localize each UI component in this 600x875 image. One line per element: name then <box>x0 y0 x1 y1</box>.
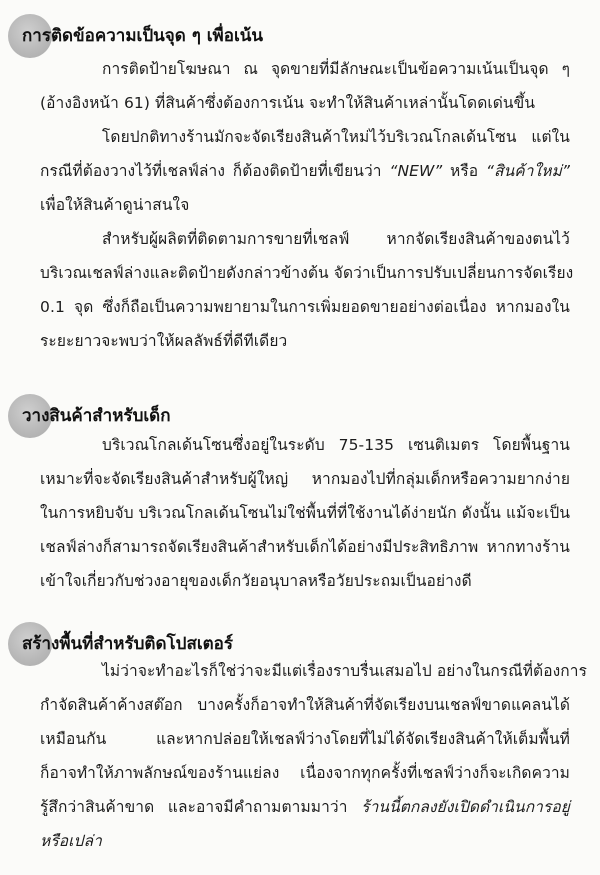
text-line: รู้สึกว่าสินค้าขาด และอาจมีคำถามตามมาว่า ร้านนี้ตกลงยังเปิดดำเนินการอยู่ <box>40 798 570 816</box>
paragraph <box>40 120 570 222</box>
paragraph <box>40 654 587 858</box>
text-line: ในการหยิบจับ บริเวณโกลเด้นโซนไม่ใช่พื้นที่ที่ใช้งานได้ง่ายนัก ดังนั้น แม้จะเป็น <box>40 504 571 522</box>
text-line: การติดป้ายโฆษณา ณ จุดขายที่มีลักษณะเป็นข้อความเน้นเป็นจุด ๆ <box>102 60 570 78</box>
text-line: (อ้างอิงหน้า 61) ที่สินค้าซึ่งต้องการเน้น จะทำให้สินค้าเหล่านั้นโดดเด่นขึ้น <box>40 94 536 112</box>
heading-text: การติดข้อความเป็นจุด ๆ เพื่อเน้น <box>22 26 264 46</box>
heading-text: สร้างพื้นที่สำหรับติดโปสเตอร์ <box>22 634 234 654</box>
text-line: ก็อาจทำให้ภาพลักษณ์ของร้านแย่ลง เนื่องจากทุกครั้งที่เชลฟ์ว่างก็จะเกิดความ <box>40 764 570 782</box>
text-line: สำหรับผู้ผลิตที่ติดตามการขายที่เชลฟ์ หากจัดเรียงสินค้าของตนไว้ <box>102 230 570 248</box>
paragraph <box>40 222 574 358</box>
section-poster-space <box>0 622 600 850</box>
section-children-products <box>0 394 600 590</box>
text-line: เชลฟ์ล่างก็สามารถจัดเรียงสินค้าสำหรับเด็กได้อย่างมีประสิทธิภาพ หากทางร้าน <box>40 538 570 556</box>
text-line: กำจัดสินค้าค้างสต๊อก บางครั้งก็อาจทำให้สินค้าที่จัดเรียงบนเชลฟ์ขาดแคลนได้ <box>40 696 570 714</box>
text-line: เข้าใจเกี่ยวกับช่วงอายุของเด็กวัยอนุบาลหรือวัยประถมเป็นอย่างดี <box>40 572 472 590</box>
text-line: บริเวณโกลเด้นโซนซึ่งอยู่ในระดับ 75-135 เซนติเมตร โดยพื้นฐาน <box>102 436 570 454</box>
emphasis-text: “NEW” <box>389 162 443 180</box>
emphasis-text: “สินค้าใหม่” <box>485 162 571 180</box>
text-line: กรณีที่ต้องวางไว้ที่เชลฟ์ล่าง ก็ต้องติดป้ายที่เขียนว่า “NEW” หรือ “สินค้าใหม่” <box>40 162 571 180</box>
emphasis-text: ร้านนี้ตกลงยังเปิดดำเนินการอยู่ <box>361 798 570 816</box>
text-line: เหมือนกัน และหากปล่อยให้เชลฟ์ว่างโดยที่ไม่ได้จัดเรียงสินค้าให้เต็มพื้นที่ <box>40 730 570 748</box>
paragraph <box>40 52 570 120</box>
text-line: เหมาะที่จะจัดเรียงสินค้าสำหรับผู้ใหญ่ หากมองไปที่กลุ่มเด็กหรือความยากง่าย <box>40 470 570 488</box>
text-line: เพื่อให้สินค้าดูน่าสนใจ <box>40 196 190 214</box>
text-line: 0.1 จุด ซึ่งก็ถือเป็นความพยายามในการเพิ่มยอดขายอย่างต่อเนื่อง หากมองใน <box>40 298 570 316</box>
heading-text: วางสินค้าสำหรับเด็ก <box>22 406 171 426</box>
text-line: บริเวณเชลฟ์ล่างและติดป้ายดังกล่าวข้างต้น จัดว่าเป็นการปรับเปลี่ยนการจัดเรียง <box>40 264 574 282</box>
text-line: ไม่ว่าจะทำอะไรก็ใช่ว่าจะมีแต่เรื่องราบรื่นเสมอไป อย่างในกรณีที่ต้องการ <box>102 662 587 680</box>
section-bullet-text <box>0 14 600 350</box>
text-line: หรือเปล่า <box>40 832 102 850</box>
text-line: โดยปกติทางร้านมักจะจัดเรียงสินค้าใหม่ไว้บริเวณโกลเด้นโซน แต่ใน <box>102 128 570 146</box>
paragraph <box>40 428 570 598</box>
text-line: ระยะยาวจะพบว่าให้ผลลัพธ์ที่ดีทีเดียว <box>40 332 288 350</box>
